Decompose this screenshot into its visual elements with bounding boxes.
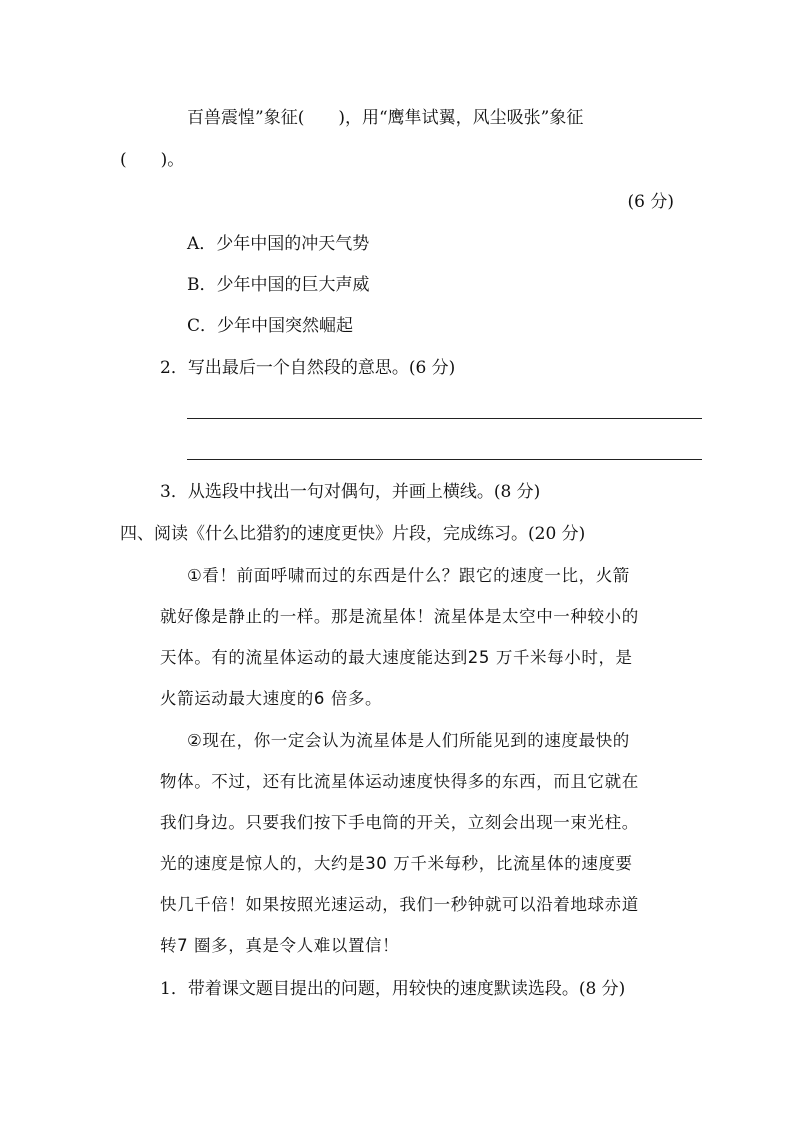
passage-line: 就好像是静止的一样。那是流星体！流星体是太空中一种较小的 (160, 607, 639, 626)
passage-line: 光的速度是惊人的，大约是30 万千米每秒，比流星体的速度要 (160, 854, 633, 873)
question-2: 2．写出最后一个自然段的意思。(6 分) (160, 358, 456, 378)
section-4-question-1: 1．带着课文题目提出的问题，用较快的速度默读选段。(8 分) (160, 979, 626, 999)
passage-line: 我们身边。只要我们按下手电筒的开关，立刻会出现一束光柱。 (160, 813, 639, 832)
answer-line-2[interactable] (187, 459, 702, 460)
question-stem-line-1: 百兽震惶”象征( )，用“鹰隼试翼，风尘吸张”象征 (187, 108, 584, 128)
passage-line: 物体。不过，还有比流星体运动速度快得多的东西，而且它就在 (160, 772, 639, 791)
question-3: 3．从选段中找出一句对偶句，并画上横线。(8 分) (160, 482, 541, 502)
passage-line: 天体。有的流星体运动的最大速度能达到25 万千米每小时，是 (160, 648, 633, 667)
answer-line-1[interactable] (187, 418, 702, 419)
question-score: (6 分) (627, 192, 674, 212)
passage-line: ②现在，你一定会认为流星体是人们所能见到的速度最快的 (187, 731, 630, 750)
passage-line: 转7 圈多，真是令人难以置信！ (160, 936, 400, 955)
option-b: B．少年中国的巨大声威 (187, 275, 370, 295)
passage-line: 快几千倍！如果按照光速运动，我们一秒钟就可以沿着地球赤道 (160, 895, 639, 914)
section-4-title: 四、阅读《什么比猎豹的速度更快》片段，完成练习。(20 分) (120, 524, 586, 544)
question-stem-line-2: ( )。 (120, 150, 185, 170)
option-c: C．少年中国突然崛起 (187, 316, 354, 336)
passage-line: ①看！前面呼啸而过的东西是什么？跟它的速度一比，火箭 (187, 566, 630, 585)
passage-line: 火箭运动最大速度的6 倍多。 (160, 689, 383, 708)
option-a: A．少年中国的冲天气势 (187, 234, 370, 254)
